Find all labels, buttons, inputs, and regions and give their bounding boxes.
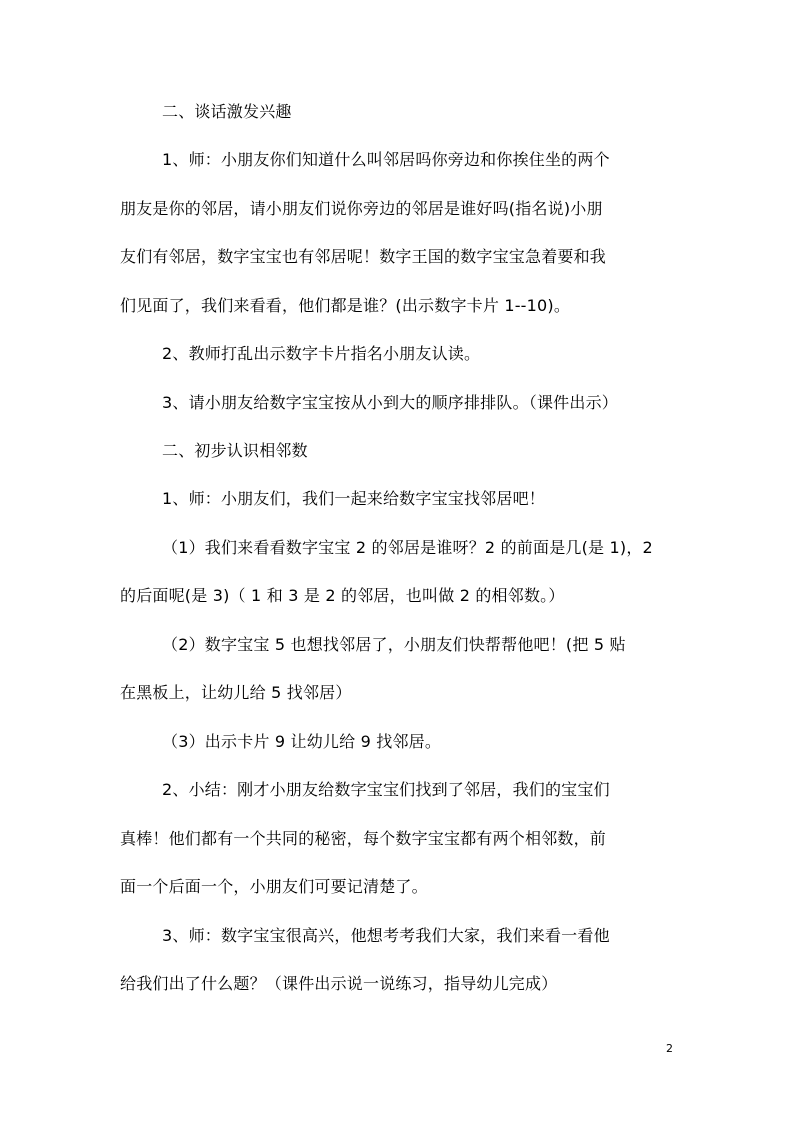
paragraph-line: 真棒！他们都有一个共同的秘密，每个数字宝宝都有两个相邻数，前 xyxy=(120,829,607,848)
paragraph-line: 友们有邻居，数字宝宝也有邻居呢！数字王国的数字宝宝急着要和我 xyxy=(120,247,607,266)
paragraph-line: 面一个后面一个，小朋友们可要记清楚了。 xyxy=(120,877,428,896)
paragraph-line: 给我们出了什么题？（课件出示说一说练习，指导幼儿完成） xyxy=(120,974,558,993)
section-heading-2: 二、初步认识相邻数 xyxy=(162,441,308,460)
paragraph-line: 们见面了，我们来看看，他们都是谁？(出示数字卡片 1--10)。 xyxy=(120,296,571,315)
paragraph-line: 2、小结：刚才小朋友给数字宝宝们找到了邻居，我们的宝宝们 xyxy=(162,780,610,799)
paragraph-line: 1、师：小朋友你们知道什么叫邻居吗你旁边和你挨住坐的两个 xyxy=(162,150,610,169)
paragraph-line: 1、师：小朋友们，我们一起来给数字宝宝找邻居吧！ xyxy=(162,489,545,508)
paragraph-line: 3、请小朋友给数字宝宝按从小到大的顺序排排队。（课件出示） xyxy=(162,393,618,412)
paragraph-line: 在黑板上，让幼儿给 5 找邻居） xyxy=(120,683,352,702)
paragraph-line: （2）数字宝宝 5 也想找邻居了，小朋友们快帮帮他吧！(把 5 贴 xyxy=(162,635,626,654)
page-number: 2 xyxy=(666,1042,673,1055)
paragraph-line: 朋友是你的邻居，请小朋友们说你旁边的邻居是谁好吗(指名说)小朋 xyxy=(120,199,603,218)
paragraph-line: （1）我们来看看数字宝宝 2 的邻居是谁呀？2 的前面是几(是 1)，2 xyxy=(162,538,653,557)
paragraph-line: （3）出示卡片 9 让幼儿给 9 找邻居。 xyxy=(162,732,442,751)
paragraph-line: 3、师：数字宝宝很高兴，他想考考我们大家，我们来看一看他 xyxy=(162,926,610,945)
section-heading-1: 二、谈话激发兴趣 xyxy=(162,102,292,121)
paragraph-line: 2、教师打乱出示数字卡片指名小朋友认读。 xyxy=(162,344,481,363)
paragraph-line: 的后面呢(是 3)（ 1 和 3 是 2 的邻居，也叫做 2 的相邻数。） xyxy=(120,586,565,605)
